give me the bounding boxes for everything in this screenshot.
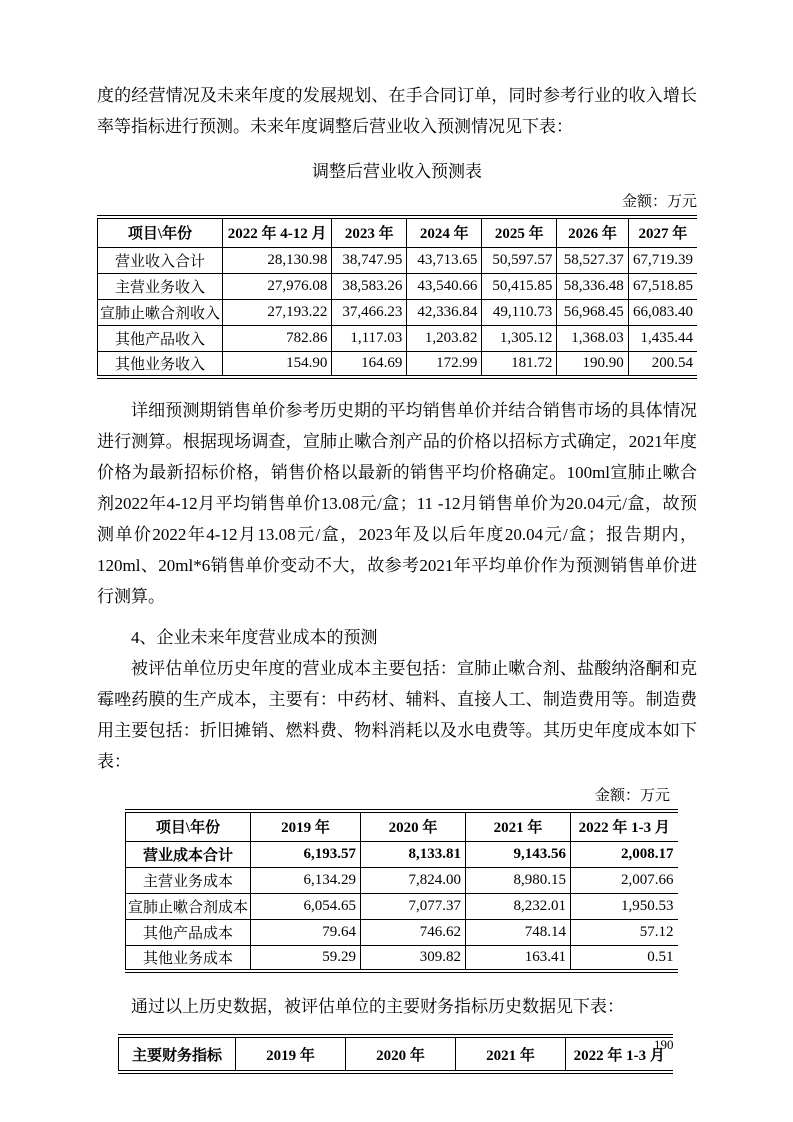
cell-value: 1,950.53 — [571, 893, 678, 919]
column-header: 2021 年 — [466, 811, 571, 841]
cell-value: 181.72 — [482, 351, 557, 377]
column-header: 2022 年 1-3 月 — [571, 811, 678, 841]
column-header: 2021 年 — [456, 1036, 566, 1072]
table-row — [98, 273, 698, 299]
table-row — [98, 325, 698, 351]
column-header: 2022 年 4-12 月 — [223, 217, 332, 247]
cell-value: 56,968.45 — [557, 299, 628, 325]
cell-value: 66,083.40 — [628, 299, 697, 325]
cell-value: 49,110.73 — [482, 299, 557, 325]
cell-value: 8,980.15 — [466, 867, 571, 893]
table-row — [126, 867, 678, 893]
section-heading-cost-forecast: 4、企业未来年度营业成本的预测 — [131, 628, 378, 647]
cell-value: 164.69 — [332, 351, 407, 377]
cell-value: 782.86 — [223, 325, 332, 351]
cell-value: 200.54 — [628, 351, 697, 377]
cell-value: 7,824.00 — [361, 867, 466, 893]
row-label: 其他产品成本 — [126, 919, 251, 945]
column-header: 2019 年 — [236, 1036, 346, 1072]
cell-value: 38,747.95 — [332, 247, 407, 273]
page-content — [97, 80, 697, 1074]
column-header: 项目\年份 — [98, 217, 223, 247]
row-label: 其他业务成本 — [126, 945, 251, 971]
cell-value: 6,193.57 — [251, 841, 361, 867]
row-label: 宣肺止嗽合剂收入 — [98, 299, 223, 325]
cell-value: 190.90 — [557, 351, 628, 377]
cell-value: 42,336.84 — [407, 299, 482, 325]
table-row — [126, 841, 678, 867]
cell-value: 1,305.12 — [482, 325, 557, 351]
table-header-row — [98, 217, 698, 247]
cell-value: 1,117.03 — [332, 325, 407, 351]
cell-value: 43,540.66 — [407, 273, 482, 299]
paragraph-revenue-forecast-intro: 度的经营情况及未来年度的发展规划、在手合同订单，同时参考行业的收入增长率等指标进行预测。未来年度调整后营业收入预测情况见下表： — [97, 86, 697, 136]
page-number: 190 — [654, 1037, 674, 1052]
column-header: 2024 年 — [407, 217, 482, 247]
cell-value: 748.14 — [466, 919, 571, 945]
historical-cost-table — [125, 809, 678, 973]
cell-value: 28,130.98 — [223, 247, 332, 273]
unit-label-table2: 金额：万元 — [594, 788, 670, 804]
cell-value: 27,193.22 — [223, 299, 332, 325]
column-header: 2022 年 1-3 月 — [566, 1036, 673, 1072]
key-financial-indicators-table — [118, 1034, 673, 1074]
cell-value: 57.12 — [571, 919, 678, 945]
cell-value: 58,336.48 — [557, 273, 628, 299]
adjusted-revenue-forecast-table — [97, 215, 697, 379]
column-header: 2026 年 — [557, 217, 628, 247]
cell-value: 38,583.26 — [332, 273, 407, 299]
cell-value: 1,435.44 — [628, 325, 697, 351]
row-label: 主营业务成本 — [126, 867, 251, 893]
cell-value: 79.64 — [251, 919, 361, 945]
table-row — [98, 247, 698, 273]
table-row — [126, 919, 678, 945]
row-label: 主营业务收入 — [98, 273, 223, 299]
cell-value: 50,415.85 — [482, 273, 557, 299]
cell-value: 9,143.56 — [466, 841, 571, 867]
table-row — [126, 893, 678, 919]
row-label: 营业成本合计 — [126, 841, 251, 867]
table-row — [98, 351, 698, 377]
row-label: 其他业务收入 — [98, 351, 223, 377]
cell-value: 50,597.57 — [482, 247, 557, 273]
row-label: 营业收入合计 — [98, 247, 223, 273]
cell-value: 6,054.65 — [251, 893, 361, 919]
paragraph-unit-price-analysis: 详细预测期销售单价参考历史期的平均销售单价并结合销售市场的具体情况进行测算。根据现场调查，宣肺止嗽合剂产品的价格以招标方式确定，2021年度价格为最新招标价格，销售价格以最新的销售平均价格确定。100ml宣肺止嗽合剂2022年4-12月平均销售单价13.08元/盒；11 -12月销售单价为20.04元/盒，故预测单价2022年4-12月13.08元/盒，2023年及以后年度20.04元/盒；报告期内，120ml、20ml*6销售单价变动不大，故参考2021年平均单价作为预测销售单价进行测算。 — [97, 401, 697, 606]
cell-value: 309.82 — [361, 945, 466, 971]
cell-value: 746.62 — [361, 919, 466, 945]
table1-title: 调整后营业收入预测表 — [312, 162, 482, 181]
cell-value: 163.41 — [466, 945, 571, 971]
column-header: 2027 年 — [628, 217, 697, 247]
cell-value: 2,007.66 — [571, 867, 678, 893]
column-header: 2020 年 — [361, 811, 466, 841]
paragraph-financial-indicators-intro: 通过以上历史数据，被评估单位的主要财务指标历史数据见下表： — [131, 997, 624, 1016]
cell-value: 8,232.01 — [466, 893, 571, 919]
cell-value: 27,976.08 — [223, 273, 332, 299]
column-header: 2019 年 — [251, 811, 361, 841]
cell-value: 58,527.37 — [557, 247, 628, 273]
cell-value: 0.51 — [571, 945, 678, 971]
row-label: 宣肺止嗽合剂成本 — [126, 893, 251, 919]
table-header-row — [119, 1036, 673, 1072]
column-header: 项目\年份 — [126, 811, 251, 841]
table-row — [98, 299, 698, 325]
row-label: 其他产品收入 — [98, 325, 223, 351]
cell-value: 59.29 — [251, 945, 361, 971]
column-header: 主要财务指标 — [119, 1036, 236, 1072]
cell-value: 67,518.85 — [628, 273, 697, 299]
cell-value: 1,368.03 — [557, 325, 628, 351]
cell-value: 43,713.65 — [407, 247, 482, 273]
cell-value: 154.90 — [223, 351, 332, 377]
table-row — [126, 945, 678, 971]
cell-value: 6,134.29 — [251, 867, 361, 893]
column-header: 2020 年 — [346, 1036, 456, 1072]
column-header: 2023 年 — [332, 217, 407, 247]
cell-value: 1,203.82 — [407, 325, 482, 351]
cell-value: 8,133.81 — [361, 841, 466, 867]
cell-value: 172.99 — [407, 351, 482, 377]
table-header-row — [126, 811, 678, 841]
cell-value: 37,466.23 — [332, 299, 407, 325]
paragraph-cost-composition: 被评估单位历史年度的营业成本主要包括：宣肺止嗽合剂、盐酸纳洛酮和克霉唑药膜的生产成本，主要有：中药材、辅料、直接人工、制造费用等。制造费用主要包括：折旧摊销、燃料费、物料消耗以及水电费等。其历史年度成本如下表： — [97, 659, 697, 771]
cell-value: 7,077.37 — [361, 893, 466, 919]
unit-label-table1: 金额：万元 — [621, 194, 697, 210]
column-header: 2025 年 — [482, 217, 557, 247]
cell-value: 2,008.17 — [571, 841, 678, 867]
cell-value: 67,719.39 — [628, 247, 697, 273]
